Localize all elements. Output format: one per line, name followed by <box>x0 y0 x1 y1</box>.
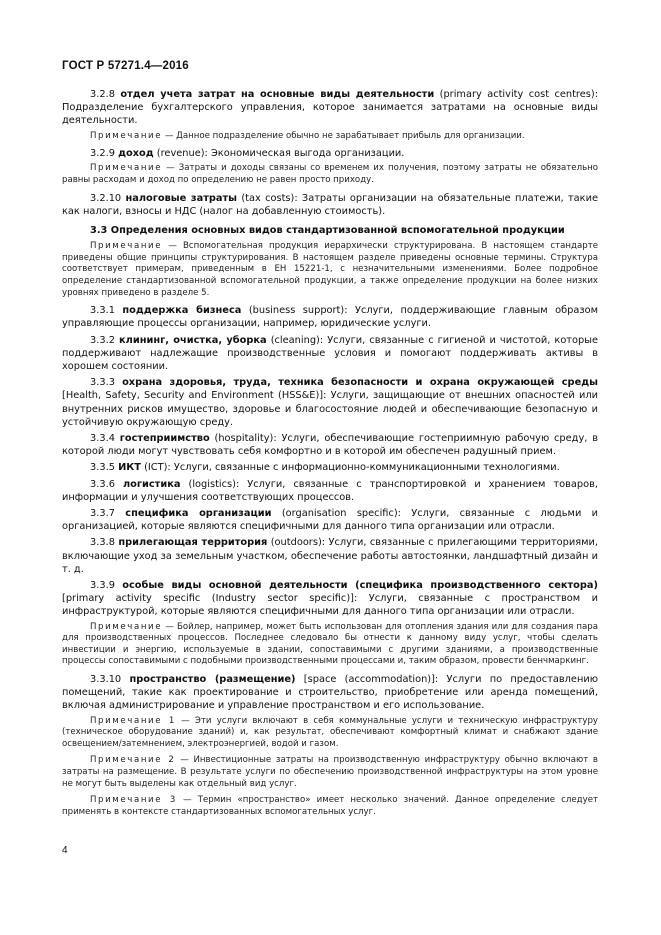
section-heading-3-3: 3.3 Определения основных видов стандартизованной вспомогательной продукции <box>90 225 565 236</box>
term-definition: (tax costs): Затраты организации на обязательные платежи, такие как налоги, взносы и НДС (налог на добавленную стоимость). <box>62 192 598 217</box>
term-definition: (cleaning): Услуги, связанные с гигиеной и чистотой, которые поддерживают надлежащие производственные условия и помогают поддерживать активы в хорошем состоянии. <box>62 334 598 372</box>
note <box>62 622 598 668</box>
term-name: гостеприимство <box>119 433 210 444</box>
term-name: клининг, очистка, уборка <box>119 334 267 346</box>
note <box>62 163 598 186</box>
term-name: особые виды основной деятельности (специфика производственного сектора) <box>122 580 598 592</box>
note <box>62 131 598 143</box>
term-name: доход <box>118 148 154 160</box>
term-number: 3.2.8 <box>90 89 115 100</box>
term-entry-3-3-6 <box>62 478 598 504</box>
term-entry-3-3-4 <box>62 432 598 458</box>
term-entry-3-2-8 <box>62 88 598 128</box>
term-definition: (business support): Услуги, поддерживающие главным образом управляющие процессы организации, например, юридические услуги. <box>62 305 598 330</box>
term-entry-3-2-9 <box>62 147 598 160</box>
term-number: 3.3.10 <box>90 674 122 686</box>
term-number: 3.3.2 <box>90 334 115 346</box>
term-number: 3.3.4 <box>90 433 115 444</box>
term-name: отдел учета затрат на основные виды деятельности <box>120 89 435 100</box>
term-entry-3-3-2 <box>62 334 598 374</box>
note-text: — Эти услуги включают в себя коммунальные услуги и техническую инфраструктуру (техническое оборудование зданий) и, как результат, обеспечивают комфортный климат и снабжают здание освещением/затемнением, электроэнергией, водой и газом. <box>62 715 598 749</box>
note-text: — Вспомогательная продукция иерархически структурирована. В настоящем стандарте приведены общие принципы структурирования. В настоящем разделе приведены основные термины. Структура соответствует примерам, приведенным в ЕН 15221-1, с незначительными изменениями. Более подробное определение стандартизованной вспомогательной продукции, а также определение продукции на более низких уровнях приведено в разделе 5. <box>62 241 598 298</box>
term-entry-3-2-10 <box>62 192 598 218</box>
term-definition: (outdoors): Услуги, связанные с прилегающими территориями, включающие уход за земельным участком, обеспечение работы автостоянки, ландшафтный дизайн и т. д. <box>62 537 598 575</box>
note-label: Примечание 2 <box>90 755 176 766</box>
note-2 <box>62 755 598 790</box>
term-name: пространство (размещение) <box>129 674 296 686</box>
term-number: 3.3.9 <box>90 580 115 592</box>
term-definition: (hospitality): Услуги, обеспечивающие гостеприимную рабочую среду, в которой люди могут чувствовать себя комфортно и в которой им обеспечен радушный прием. <box>62 433 598 458</box>
term-name: охрана здоровья, труда, техника безопасности и охрана окружающей среды <box>122 377 598 389</box>
term-definition: (logistics): Услуги, связанные с транспортировкой и хранением товаров, информации и улучшения соответствующих процессов. <box>62 478 598 503</box>
term-entry-3-3-3 <box>62 376 598 429</box>
term-entry-3-3-9 <box>62 579 598 619</box>
term-definition: (ICT): Услуги, связанные с информационно-коммуникационными технологиями. <box>144 462 560 474</box>
note-label: Примечание <box>90 130 163 141</box>
term-definition: [primary activity specific (Industry sector specific)]: Услуги, связанные с пространством и инфраструктурой, которые являются специфичными для данного типа организации или отрасли. <box>62 593 598 618</box>
document-body <box>62 88 598 823</box>
term-definition: [Health, Safety, Security and Environment (HSS&E)]: Услуги, защищающие от внешних опасностей или внутренних рисков имущество, здоровье и благосостояние людей и обеспечивающие безопасную и устойчивую окружающую среду. <box>62 390 598 428</box>
term-number: 3.3.7 <box>90 508 115 520</box>
term-number: 3.2.10 <box>90 192 122 204</box>
term-number: 3.3.3 <box>90 377 115 389</box>
note-label: Примечание <box>90 621 163 632</box>
term-number: 3.3.8 <box>90 537 115 549</box>
term-name: прилегающая территория <box>118 537 268 549</box>
term-number: 3.3.6 <box>90 478 115 490</box>
note-label: Примечание 1 <box>90 715 176 726</box>
document-header: ГОСТ Р 57271.4—2016 <box>62 60 189 72</box>
term-definition: (primary activity cost centres): Подразделение бухгалтерского управления, которое занимается затратами на основные виды деятельности. <box>62 89 598 127</box>
note-text: — Термин «пространство» имеет несколько значений. Данное определение следует применять в контексте стандартизованных вспомогательных услуг. <box>62 795 598 817</box>
term-entry-3-3-10 <box>62 673 598 713</box>
note-text: — Бойлер, например, может быть использован для отопления здания или для создания пара для производственных процессов. Последнее следовало бы отнести к данному виду услуг, чтобы сделать инвестиции и энергию, используемые в здании, сопоставимыми с другими зданиями, а производственные процессы сопоставимыми с подобными производственными процессами и, таким образом, провести бенчмаркинг. <box>62 621 598 667</box>
term-number: 3.2.9 <box>90 148 115 160</box>
term-entry-3-3-8 <box>62 536 598 576</box>
term-name: налоговые затраты <box>125 192 238 204</box>
note-label: Примечание 3 <box>90 795 177 806</box>
term-number: 3.3.1 <box>90 305 115 317</box>
note-1 <box>62 716 598 751</box>
page-number: 4 <box>62 845 68 856</box>
term-name: логистика <box>122 478 181 490</box>
note-label: Примечание <box>90 241 163 252</box>
term-entry-3-3-5 <box>62 461 598 474</box>
term-entry-3-3-7 <box>62 507 598 533</box>
term-number: 3.3.5 <box>90 462 115 474</box>
term-name: специфика организации <box>125 508 272 520</box>
term-entry-3-3-1 <box>62 304 598 330</box>
term-definition: (revenue): Экономическая выгода организации. <box>156 148 405 160</box>
term-name: поддержка бизнеса <box>122 305 242 317</box>
note-text: — Данное подразделение обычно не зарабатывает прибыль для организации. <box>164 130 525 141</box>
term-definition: [space (accommodation)]: Услуги по предоставлению помещений, такие как проектирование и строительство, приобретение или аренда помещений, включая администрирование и управление пространством и его использование. <box>62 674 598 712</box>
term-name: ИКТ <box>118 462 141 474</box>
note-3 <box>62 795 598 818</box>
note-text: — Инвестиционные затраты на производственную инфраструктуру обычно включают в затраты на размещение. В результате услуги по обеспечению производственной инфраструктуры на этом уровне не могут быть выделены как отдельный вид услуг. <box>62 755 599 789</box>
note-label: Примечание <box>90 163 163 174</box>
note <box>62 241 598 299</box>
note-text: — Затраты и доходы связаны со временем их получения, поэтому затраты не обязательно равны расходам и доход по определению не равен просто приходу. <box>62 163 599 185</box>
term-definition: (organisation specific): Услуги, связанные с людьми и организацией, которые являются специфичными для данного типа организации или отрасли. <box>62 508 598 533</box>
